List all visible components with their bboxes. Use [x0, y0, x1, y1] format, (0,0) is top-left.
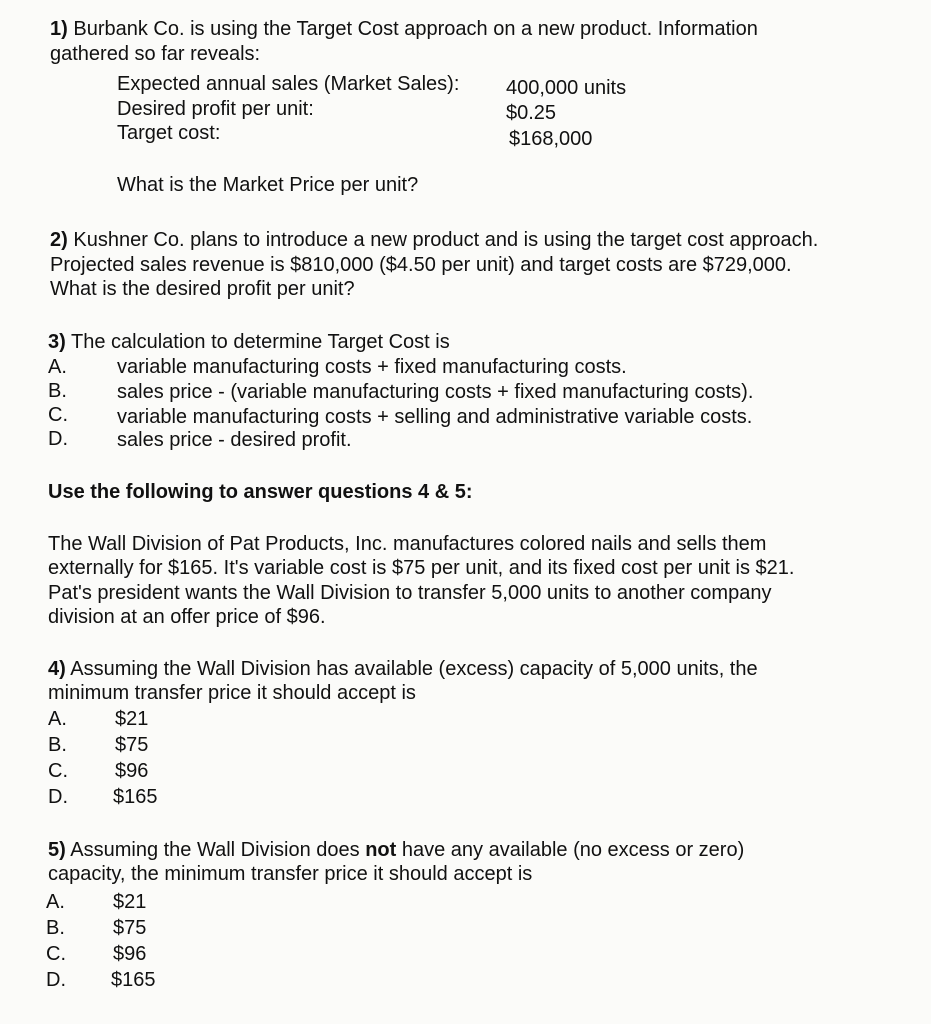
- q3-stem-text: The calculation to determine Target Cost is: [71, 331, 450, 353]
- section-para-1: The Wall Division of Pat Products, Inc. manufactures colored nails and sells them: [48, 533, 767, 555]
- q2-line-2: Projected sales revenue is $810,000 ($4.50 per unit) and target costs are $729,000.: [50, 254, 792, 276]
- q1-line-1: [50, 17, 758, 42]
- q3-option-c-text: variable manufacturing costs + selling and administrative variable costs.: [117, 406, 753, 428]
- q5-option-c-text: $96: [113, 943, 147, 965]
- q1-row-label-3: Target cost:: [117, 122, 221, 144]
- q5-option-a-text: $21: [113, 891, 147, 913]
- q4-option-a-letter: A.: [48, 708, 67, 730]
- q5-option-d-letter: D.: [46, 969, 66, 991]
- q5-option-a-letter: A.: [46, 891, 65, 913]
- q5-text-1-not: not: [365, 839, 397, 861]
- q5-option-c-letter: C.: [46, 943, 66, 965]
- q1-number: 1): [50, 18, 68, 40]
- q4-option-d-letter: D.: [48, 786, 68, 808]
- q4-option-b-letter: B.: [48, 734, 67, 756]
- q5-line-1: [48, 838, 744, 863]
- q3-option-c-letter: C.: [48, 404, 68, 426]
- q4-option-a-text: $21: [115, 708, 149, 730]
- q1-line-2: gathered so far reveals:: [50, 43, 261, 65]
- q5-text-1a: Assuming the Wall Division does: [70, 839, 360, 861]
- section-heading: Use the following to answer questions 4 & 5:: [48, 481, 473, 503]
- q1-row-label-2: Desired profit per unit:: [117, 98, 314, 120]
- q1-question: What is the Market Price per unit?: [117, 174, 419, 196]
- q4-number: 4): [48, 658, 66, 680]
- q4-line-2: minimum transfer price it should accept is: [48, 682, 416, 704]
- q3-option-b-letter: B.: [48, 380, 67, 402]
- q5-option-b-text: $75: [113, 917, 147, 939]
- q3-stem: [48, 330, 450, 355]
- q5-text-1b: have any available (no excess or zero): [401, 839, 745, 861]
- q5-number: 5): [48, 839, 66, 861]
- q1-row-value-2: $0.25: [506, 102, 557, 124]
- q2-number: 2): [50, 229, 68, 251]
- q4-text-1: Assuming the Wall Division has available (excess) capacity of 5,000 units, the: [70, 658, 758, 680]
- q1-row-value-3: $168,000: [509, 128, 593, 150]
- section-para-2: externally for $165. It's variable cost is $75 per unit, and its fixed cost per unit is $21.: [48, 557, 795, 579]
- q2-line-3: What is the desired profit per unit?: [50, 278, 355, 300]
- q3-option-b-text: sales price - (variable manufacturing costs + fixed manufacturing costs).: [117, 381, 754, 403]
- q5-option-d-text: $165: [111, 969, 156, 991]
- q4-option-b-text: $75: [115, 734, 149, 756]
- q3-option-d-letter: D.: [48, 428, 68, 450]
- q1-row-label-1: Expected annual sales (Market Sales):: [117, 73, 460, 95]
- q4-line-1: [48, 657, 758, 682]
- q4-option-c-text: $96: [115, 760, 149, 782]
- q2-line-1: [50, 228, 818, 253]
- q3-option-a-text: variable manufacturing costs + fixed manufacturing costs.: [117, 356, 627, 378]
- q1-row-value-1: 400,000 units: [506, 77, 627, 99]
- q5-option-b-letter: B.: [46, 917, 65, 939]
- q3-number: 3): [48, 331, 66, 353]
- q3-option-d-text: sales price - desired profit.: [117, 429, 352, 451]
- q5-line-2: capacity, the minimum transfer price it should accept is: [48, 863, 533, 885]
- q4-option-c-letter: C.: [48, 760, 68, 782]
- q3-option-a-letter: A.: [48, 356, 67, 378]
- q4-option-d-text: $165: [113, 786, 158, 808]
- q1-text-1: Burbank Co. is using the Target Cost approach on a new product. Information: [73, 18, 758, 40]
- section-para-3: Pat's president wants the Wall Division to transfer 5,000 units to another company: [48, 582, 772, 604]
- q2-text-1: Kushner Co. plans to introduce a new product and is using the target cost approach.: [73, 229, 819, 251]
- section-para-4: division at an offer price of $96.: [48, 606, 326, 628]
